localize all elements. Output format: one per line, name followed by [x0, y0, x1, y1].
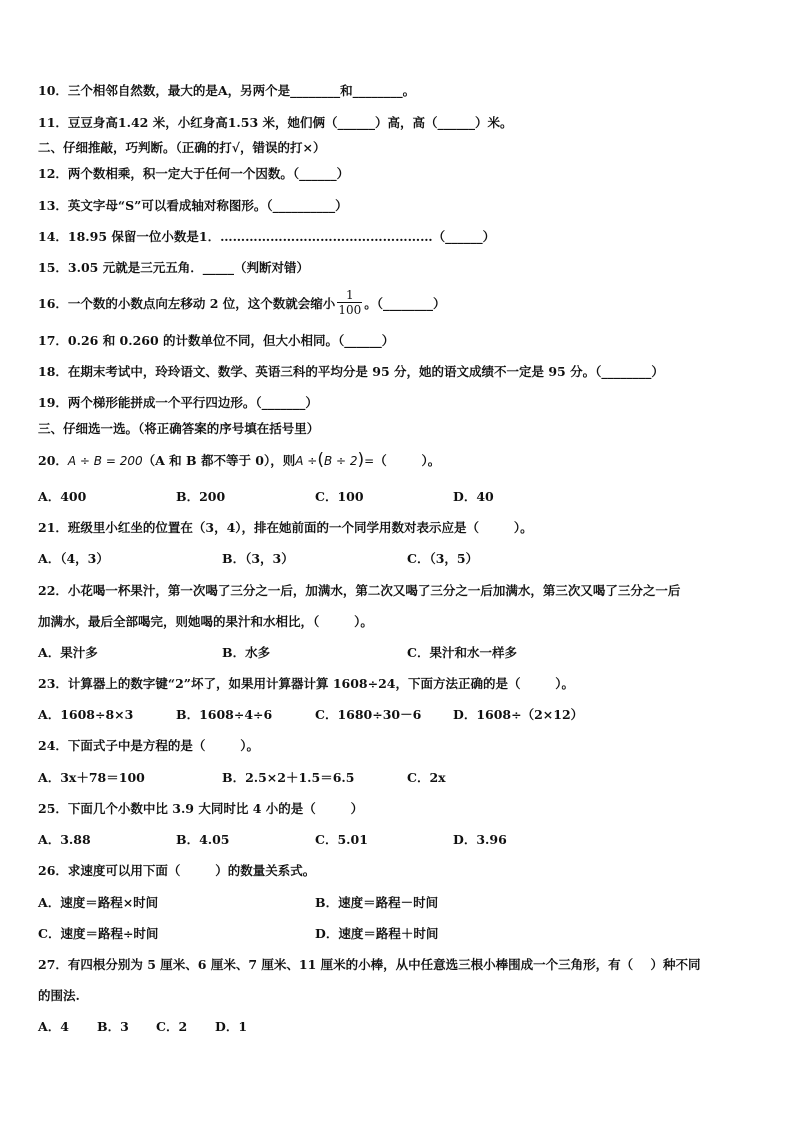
- question-number: 21．: [38, 520, 68, 535]
- option-c: C．2x: [407, 770, 446, 785]
- math-expression: A ÷ B = 200: [67, 454, 143, 468]
- left-paren: (: [317, 450, 324, 470]
- section-2-heading: [38, 139, 325, 157]
- question-number: 11．: [38, 115, 68, 130]
- question-text-line2: 的围法.: [38, 988, 80, 1003]
- option-a: A．3x＋78＝100: [38, 770, 145, 785]
- math-expression-part: B ÷ 2: [323, 454, 358, 468]
- option-b: B．水多: [222, 645, 271, 660]
- option-b: B．200: [176, 489, 226, 504]
- question-text: 3.05 元就是三元五角．_____（判断对错）: [67, 260, 309, 275]
- question-23: [38, 675, 574, 693]
- question-number: 24．: [38, 738, 68, 753]
- question-number: 18．: [38, 364, 68, 379]
- question-number: 22．: [38, 583, 68, 598]
- question-12: [38, 165, 349, 183]
- question-text-line2: 加满水，最后全部喝完，则她喝的果汁和水相比，（ ）。: [38, 614, 373, 629]
- question-number: 14．: [38, 229, 68, 244]
- option-b: B．3: [97, 1019, 129, 1034]
- option-c: C．5.01: [315, 832, 368, 847]
- question-26: [38, 862, 315, 880]
- question-16: [38, 288, 445, 320]
- question-13: [38, 197, 348, 215]
- question-10: [38, 82, 415, 100]
- question-number: 13．: [38, 198, 68, 213]
- question-text: 下面式子中是方程的是（ ）。: [67, 738, 259, 753]
- option-a: A．1608÷8×3: [38, 707, 134, 722]
- option-a: A．3.88: [38, 832, 91, 847]
- question-11: [38, 114, 513, 132]
- question-text: 下面几个小数中比 3.9 大同时比 4 小的是（ ）: [67, 801, 364, 816]
- question-21: [38, 519, 533, 537]
- question-15: [38, 259, 309, 277]
- math-expression-part: A ÷: [295, 454, 318, 468]
- question-14: [38, 228, 495, 246]
- fraction-numerator: 1: [345, 288, 354, 302]
- question-text: 三个相邻自然数，最大的是A，另两个是________和________。: [67, 83, 416, 98]
- option-b: B．（3，3）: [222, 551, 294, 566]
- option-b: B．4.05: [176, 832, 230, 847]
- section-title: 二、仔细推敲，巧判断。（正确的打√，错误的打×）: [38, 140, 326, 155]
- option-c: C．速度＝路程÷时间: [38, 926, 159, 941]
- option-a: A．（4，3）: [38, 551, 109, 566]
- question-number: 12．: [38, 166, 68, 181]
- question-27: [38, 956, 701, 974]
- question-24: [38, 737, 259, 755]
- question-number: 20．: [38, 453, 68, 468]
- question-text: 班级里小红坐的位置在（3，4），排在她前面的一个同学用数对表示应是（ ）。: [67, 520, 533, 535]
- question-22-continued: [38, 613, 373, 631]
- option-c: C．（3，5）: [407, 551, 479, 566]
- question-25: [38, 800, 363, 818]
- question-text: 英文字母“S”可以看成轴对称图形。（__________）: [67, 198, 348, 213]
- option-c: C．1680÷30－6: [315, 707, 422, 722]
- question-text-line1: 小花喝一杯果汁，第一次喝了三分之一后，加满水，第二次又喝了三分之一后加满水，第三次又喝了三分之一后: [67, 583, 681, 598]
- question-text: 两个数相乘，积一定大于任何一个因数。（______）: [67, 166, 350, 181]
- question-number: 17．: [38, 333, 68, 348]
- section-title: 三、仔细选一选。（将正确答案的序号填在括号里）: [38, 421, 320, 436]
- option-d: D．1: [215, 1019, 248, 1034]
- question-number: 25．: [38, 801, 68, 816]
- question-18: [38, 363, 664, 381]
- question-text: 18.95 保留一位小数是1．……………………………………………（______）: [67, 229, 496, 244]
- question-number: 27．: [38, 957, 68, 972]
- question-22: [38, 582, 680, 600]
- section-3-heading: [38, 420, 319, 438]
- fraction-one-hundredth: [337, 288, 362, 317]
- option-a: A．速度＝路程×时间: [38, 895, 159, 910]
- option-a: A．果汁多: [38, 645, 98, 660]
- option-d: D．3.96: [453, 832, 507, 847]
- question-number: 10．: [38, 83, 68, 98]
- question-number: 26．: [38, 863, 68, 878]
- question-text: 计算器上的数字键“2”坏了，如果用计算器计算 1608÷24，下面方法正确的是（ ）。: [67, 676, 575, 691]
- option-c: C．100: [315, 489, 364, 504]
- question-number: 16．: [38, 296, 68, 311]
- option-b: B．1608÷4÷6: [176, 707, 273, 722]
- option-c: C．果汁和水一样多: [407, 645, 517, 660]
- question-20: [38, 451, 440, 470]
- option-d: D．1608÷（2×12）: [453, 707, 584, 722]
- question-text: 豆豆身高1.42 米，小红身高1.53 米，她们俩（______）高，高（______）米。: [67, 115, 513, 130]
- question-text-b: （ ）。: [374, 453, 441, 468]
- question-17: [38, 332, 394, 350]
- question-27-continued: [38, 987, 80, 1005]
- question-number: 19．: [38, 395, 68, 410]
- fraction-denominator: 100: [338, 303, 362, 317]
- question-text: 0.26 和 0.260 的计数单位不同，但大小相同。（______）: [67, 333, 395, 348]
- option-d: D．速度＝路程＋时间: [315, 926, 439, 941]
- question-text: 两个梯形能拼成一个平行四边形。（_______）: [67, 395, 318, 410]
- option-d: D．40: [453, 489, 494, 504]
- option-b: B．速度＝路程－时间: [315, 895, 439, 910]
- question-text: 在期末考试中，玲玲语文、数学、英语三科的平均分是 95 分，她的语文成绩不一定是 95 分。（________）: [67, 364, 664, 379]
- question-text-line1: 有四根分别为 5 厘米、6 厘米、7 厘米、11 厘米的小棒，从中任意选三根小棒围成一个三角形，有（ ）种不同: [67, 957, 701, 972]
- question-text-b: 。（________）: [364, 296, 446, 311]
- math-equals: =: [364, 454, 375, 468]
- option-b: B．2.5×2＋1.5＝6.5: [222, 770, 355, 785]
- right-paren: ): [357, 450, 365, 470]
- question-text-a: 一个数的小数点向左移动 2 位，这个数就会缩小: [67, 296, 336, 311]
- question-number: 23．: [38, 676, 68, 691]
- question-19: [38, 394, 318, 412]
- question-number: 15．: [38, 260, 68, 275]
- option-a: A．400: [38, 489, 87, 504]
- question-text: 求速度可以用下面（ ）的数量关系式。: [67, 863, 316, 878]
- question-text-a: （A 和 B 都不等于 0），则: [142, 453, 296, 468]
- option-c: C．2: [156, 1019, 188, 1034]
- option-a: A．4: [38, 1019, 69, 1034]
